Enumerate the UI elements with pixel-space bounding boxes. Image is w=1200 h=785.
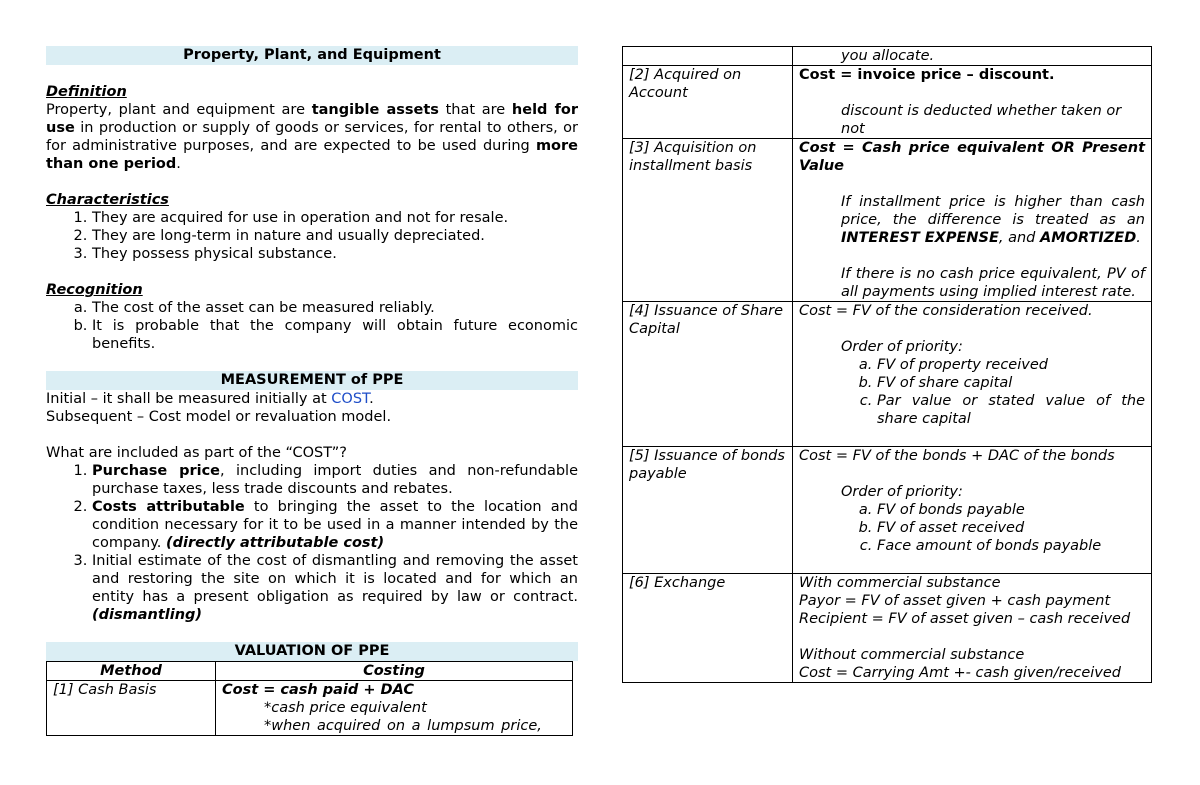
characteristics-heading: Characteristics — [46, 192, 169, 208]
page-title: Property, Plant, and Equipment — [46, 46, 578, 65]
recognition-section — [46, 281, 578, 353]
characteristics-section — [46, 191, 578, 263]
costing-cell: Cost = FV of the consideration received. Order of priority: a. FV of property received b. FV of share capital c. Par value or stated value of the share capital — [793, 302, 1152, 447]
method-cell: [5] Issuance of bonds payable — [623, 447, 793, 574]
method-cell: [6] Exchange — [623, 574, 793, 683]
measurement-title: MEASUREMENT of PPE — [46, 371, 578, 390]
valuation-section — [46, 642, 578, 736]
costing-cell: Cost = cash paid + DAC *cash price equivalent *when acquired on a lumpsum price, — [216, 681, 573, 736]
priority-list — [799, 356, 1145, 428]
method-cell: [2] Acquired on Account — [623, 66, 793, 139]
list-item: 3. Initial estimate of the cost of dismantling and removing the asset and restoring the site on which it is located and for which an entity has a present obligation as required by law or contract. (dismantling) — [92, 552, 578, 624]
table-row — [47, 681, 573, 736]
definition-heading: Definition — [46, 84, 127, 100]
list-item: c. Par value or stated value of the share capital — [877, 392, 1145, 428]
recognition-heading: Recognition — [46, 282, 143, 298]
method-cell: [4] Issuance of Share Capital — [623, 302, 793, 447]
list-item: c. Face amount of bonds payable — [877, 537, 1145, 555]
costing-cell: Cost = Cash price equivalent OR Present Value If installment price is higher than cash price, the difference is treated as an INTEREST EXPENSE, and AMORTIZED. If there is no cash price equivalent, PV of all payments using implied interest rate. — [793, 139, 1152, 302]
left-column — [46, 0, 578, 736]
measurement-initial: Initial – it shall be measured initially at COST. — [46, 391, 374, 407]
list-item: b. FV of share capital — [877, 374, 1145, 392]
list-item: a. FV of bonds payable — [877, 501, 1145, 519]
list-item: 1. Purchase price, including import duties and non-refundable purchase taxes, less trade discounts and rebates. — [92, 462, 578, 498]
table-header-row — [47, 662, 573, 681]
list-item: b. It is probable that the company will obtain future economic benefits. — [92, 317, 578, 353]
costing-cell: you allocate. — [793, 47, 1152, 66]
table-row — [623, 66, 1152, 139]
method-cell — [623, 47, 793, 66]
list-item: 2. Costs attributable to bringing the asset to the location and condition necessary for it to be used in a manner intended by the company. (directly attributable cost) — [92, 498, 578, 552]
table-row — [623, 302, 1152, 447]
list-item: a. The cost of the asset can be measured reliably. — [92, 299, 578, 317]
table-row — [623, 47, 1152, 66]
valuation-table-continued — [622, 46, 1152, 683]
list-item: b. FV of asset received — [877, 519, 1145, 537]
method-cell: [1] Cash Basis — [47, 681, 216, 736]
table-row — [623, 574, 1152, 683]
costing-cell: Cost = FV of the bonds + DAC of the bonds Order of priority: a. FV of bonds payable b. FV of asset received c. Face amount of bonds payable — [793, 447, 1152, 574]
characteristics-list — [46, 209, 578, 263]
method-cell: [3] Acquisition on installment basis — [623, 139, 793, 302]
measurement-subsequent: Subsequent – Cost model or revaluation model. — [46, 409, 392, 425]
priority-list — [799, 501, 1145, 555]
measurement-section — [46, 371, 578, 624]
cost-items-list — [46, 462, 578, 624]
list-item: 2. They are long-term in nature and usually depreciated. — [92, 227, 578, 245]
definition-text: Property, plant and equipment are tangible assets that are held for use in production or supply of goods or services, for rental to others, or for administrative purposes, and are expected to be used during more than one period. — [46, 102, 578, 172]
valuation-table — [46, 661, 573, 736]
recognition-list — [46, 299, 578, 353]
list-item: a. FV of property received — [877, 356, 1145, 374]
list-item: 1. They are acquired for use in operation and not for resale. — [92, 209, 578, 227]
costing-header: Costing — [216, 662, 573, 681]
table-row — [623, 447, 1152, 574]
list-item: 3. They possess physical substance. — [92, 245, 578, 263]
right-column — [622, 46, 1152, 683]
table-row — [623, 139, 1152, 302]
measurement-question: What are included as part of the “COST”? — [46, 445, 347, 461]
costing-cell: With commercial substance Payor = FV of asset given + cash payment Recipient = FV of asset given – cash received Without commercial substance Cost = Carrying Amt +- cash given/received — [793, 574, 1152, 683]
costing-cell: Cost = invoice price – discount. discount is deducted whether taken or not — [793, 66, 1152, 139]
method-header: Method — [47, 662, 216, 681]
definition-section — [46, 83, 578, 173]
valuation-title: VALUATION OF PPE — [46, 642, 578, 661]
